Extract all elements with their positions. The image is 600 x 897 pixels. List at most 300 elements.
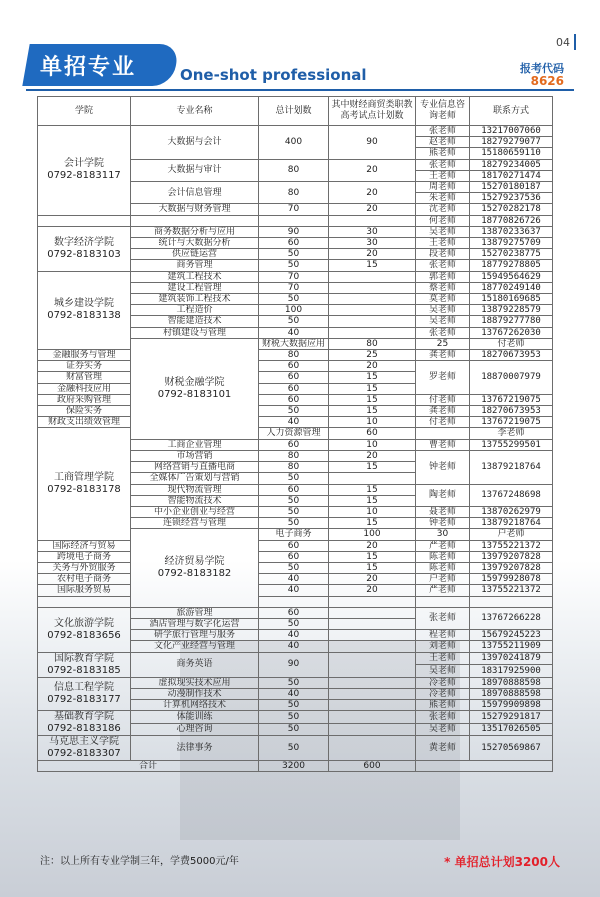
total-cell: 80 <box>329 338 416 349</box>
major-cell: 会计信息管理 <box>131 182 259 204</box>
total-cell: 60 <box>329 428 416 439</box>
page-subtitle: One-shot professional <box>180 66 367 84</box>
teacher-cell: 吴老师 <box>416 723 470 736</box>
college-name: 会计学院 <box>64 158 104 170</box>
pilot-cell: 20 <box>329 540 416 551</box>
total-cell: 90 <box>259 652 329 677</box>
teacher-cell: 朱老师 <box>416 193 470 204</box>
phone-cell: 13970241879 <box>470 652 553 665</box>
page-number-bar <box>574 34 576 50</box>
major-cell: 关务与外贸服务 <box>38 562 131 573</box>
total-cell: 90 <box>259 226 329 237</box>
pilot-cell <box>329 736 416 761</box>
college-name: 马克思主义学院 <box>49 736 119 748</box>
teacher-cell: 吴老师 <box>416 226 470 237</box>
phone-cell: 13767248698 <box>470 484 553 506</box>
college-cell <box>38 736 131 761</box>
major-cell: 工商企业管理 <box>131 439 259 450</box>
table-row <box>38 652 553 665</box>
phone-cell: 13879228579 <box>470 305 553 316</box>
total-cell: 70 <box>259 204 329 215</box>
pilot-cell <box>329 711 416 724</box>
col-college-header: 学院 <box>38 97 131 126</box>
major-cell: 供应链运营 <box>131 249 259 260</box>
phone-cell: 15270282178 <box>470 204 553 215</box>
phone-cell <box>470 596 553 607</box>
major-cell: 现代物流管理 <box>131 484 259 495</box>
total-cell: 50 <box>259 711 329 724</box>
phone-cell: 15180659110 <box>470 148 553 159</box>
teacher-cell: 赵老师 <box>416 137 470 148</box>
major-cell: 研学旅行管理与服务 <box>131 630 259 641</box>
table-row <box>38 417 553 428</box>
pilot-cell: 20 <box>329 159 416 181</box>
total-cell: 80 <box>259 350 329 361</box>
college-phone: 0792-8183185 <box>47 664 121 676</box>
pilot-cell <box>329 618 416 629</box>
major-cell: 金融科技应用 <box>38 383 131 394</box>
college-phone: 0792-8183182 <box>157 568 232 580</box>
teacher-cell: 陶老师 <box>416 484 470 506</box>
phone-cell: 13517026505 <box>470 723 553 736</box>
teacher-cell: 冷老师 <box>416 688 470 699</box>
total-cell: 50 <box>259 506 329 517</box>
col-pilot-header: 其中财经商贸类职教高考试点计划数 <box>329 97 416 126</box>
phone-cell: 18870007979 <box>470 361 553 395</box>
major-cell: 政府采购管理 <box>38 394 131 405</box>
teacher-cell: 段老师 <box>416 249 470 260</box>
college-name: 经济贸易学院 <box>164 556 225 568</box>
college-cell <box>131 529 259 607</box>
teacher-cell: 吴老师 <box>416 665 470 678</box>
major-cell: 计算机网络技术 <box>131 699 259 710</box>
teacher-cell: 付老师 <box>416 417 470 428</box>
phone-cell: 18970888598 <box>470 688 553 699</box>
total-cell: 50 <box>259 249 329 260</box>
pilot-cell <box>329 677 416 688</box>
major-cell: 虚拟现实技术应用 <box>131 677 259 688</box>
total-cell: 50 <box>259 260 329 271</box>
major-cell: 智能建造技术 <box>131 316 259 327</box>
pilot-cell: 30 <box>329 226 416 237</box>
teacher-cell: 张老师 <box>416 607 470 629</box>
phone-cell: 15279237536 <box>470 193 553 204</box>
table-row <box>38 711 553 724</box>
pilot-cell: 15 <box>329 406 416 417</box>
pilot-cell <box>329 305 416 316</box>
pilot-cell: 20 <box>329 361 416 372</box>
pilot-cell: 15 <box>329 462 416 473</box>
teacher-cell: 冷老师 <box>416 677 470 688</box>
teacher-cell: 张老师 <box>416 711 470 724</box>
total-cell: 80 <box>259 462 329 473</box>
total-cell: 60 <box>259 238 329 249</box>
major-cell: 人力资源管理 <box>259 428 329 439</box>
pilot-cell: 10 <box>329 506 416 517</box>
phone-cell: 15180169685 <box>470 294 553 305</box>
total-cell: 40 <box>259 688 329 699</box>
phone-cell: 13870233637 <box>470 226 553 237</box>
table-row <box>38 126 553 137</box>
total-cell: 50 <box>259 294 329 305</box>
teacher-cell: 严老师 <box>416 585 470 596</box>
registration-code-label: 报考代码 <box>520 62 564 75</box>
teacher-cell: 聂老师 <box>416 506 470 517</box>
college-cell <box>38 271 131 349</box>
phone-cell: 18770249140 <box>470 282 553 293</box>
total-cell: 40 <box>259 641 329 652</box>
phone-cell: 13767219075 <box>470 394 553 405</box>
pilot-cell <box>329 215 416 226</box>
college-cell <box>38 215 131 226</box>
phone-cell: 13755211909 <box>470 641 553 652</box>
college-name: 文化旅游学院 <box>54 617 114 629</box>
phone-cell: 13879275709 <box>470 238 553 249</box>
teacher-cell: 付老师 <box>416 394 470 405</box>
table-header-row <box>38 97 553 126</box>
total-cell: 50 <box>259 699 329 710</box>
major-cell: 中小企业创业与经营 <box>131 506 259 517</box>
phone-cell: 15949564629 <box>470 271 553 282</box>
teacher-cell: 陈老师 <box>416 551 470 562</box>
total-cell: 40 <box>259 630 329 641</box>
phone-cell: 18970888598 <box>470 677 553 688</box>
phone-cell: 13755221372 <box>470 585 553 596</box>
total-cell: 60 <box>259 551 329 562</box>
footnote: 注：以上所有专业学制三年，学费5000元/年 <box>40 856 239 867</box>
pilot-cell <box>329 282 416 293</box>
table-row <box>38 215 553 226</box>
total-cell: 100 <box>259 305 329 316</box>
major-cell: 国际服务贸易 <box>38 585 131 596</box>
table-row <box>38 271 553 282</box>
major-cell <box>131 215 259 226</box>
teacher-cell: 曹老师 <box>416 439 470 450</box>
pilot-cell: 30 <box>329 238 416 249</box>
total-cell: 80 <box>259 182 329 204</box>
phone-cell: 15270180187 <box>470 182 553 193</box>
college-phone: 0792-8183178 <box>47 484 121 495</box>
total-cell: 40 <box>259 327 329 338</box>
total-cell: 50 <box>259 316 329 327</box>
col-major-header: 专业名称 <box>131 97 259 126</box>
college-name: 财税金融学院 <box>164 376 225 388</box>
college-name: 国际教育学院 <box>54 652 114 664</box>
teacher-cell: 龚老师 <box>416 350 470 361</box>
pilot-cell <box>329 607 416 618</box>
major-cell: 商务数据分析与应用 <box>131 226 259 237</box>
pilot-cell <box>329 316 416 327</box>
total-plan-cell: 3200 <box>259 761 329 772</box>
phone-cell: 18279279077 <box>470 137 553 148</box>
teacher-cell: 熊老师 <box>416 148 470 159</box>
table-row <box>38 428 553 439</box>
teacher-cell: 李老师 <box>470 428 553 439</box>
total-cell: 40 <box>259 585 329 596</box>
phone-cell: 15679245223 <box>470 630 553 641</box>
phone-cell: 18279234005 <box>470 159 553 170</box>
college-name: 基础教育学院 <box>54 711 114 723</box>
major-cell: 保险实务 <box>38 406 131 417</box>
major-cell: 财税大数据应用 <box>259 338 329 349</box>
college-phone: 0792-8183117 <box>47 170 121 182</box>
col-total-header: 总计划数 <box>259 97 329 126</box>
total-cell: 70 <box>259 271 329 282</box>
phone-cell: 18879277780 <box>470 316 553 327</box>
pilot-cell: 15 <box>329 562 416 573</box>
total-cell: 80 <box>259 159 329 181</box>
pilot-cell: 20 <box>329 182 416 204</box>
pilot-cell: 15 <box>329 495 416 506</box>
teacher-cell: 何老师 <box>416 215 470 226</box>
major-cell <box>38 596 131 607</box>
pilot-cell: 10 <box>329 439 416 450</box>
total-cell: 60 <box>259 372 329 383</box>
teacher-cell: 吴老师 <box>416 316 470 327</box>
phone-cell: 18317925900 <box>470 665 553 678</box>
table-row <box>38 677 553 688</box>
college-phone: 0792-8183101 <box>157 388 232 400</box>
phone-cell: 13217007060 <box>470 126 553 137</box>
major-cell: 商务英语 <box>131 652 259 677</box>
college-cell <box>38 428 131 540</box>
pilot-cell: 20 <box>329 450 416 461</box>
pilot-cell: 15 <box>329 383 416 394</box>
major-cell: 跨境电子商务 <box>38 551 131 562</box>
college-phone: 0792-8183177 <box>47 693 121 705</box>
phone-cell: 15279291817 <box>470 711 553 724</box>
pilot-cell: 30 <box>416 529 470 540</box>
college-phone: 0792-8183307 <box>47 748 121 760</box>
teacher-cell: 张老师 <box>416 159 470 170</box>
total-cell: 60 <box>259 484 329 495</box>
phone-cell: 13979207828 <box>470 562 553 573</box>
pilot-cell <box>329 630 416 641</box>
total-cell: 40 <box>259 417 329 428</box>
pilot-cell <box>329 596 416 607</box>
teacher-cell: 龚老师 <box>416 406 470 417</box>
registration-code-value: 8626 <box>530 74 564 88</box>
major-cell: 财富管理 <box>38 372 131 383</box>
pilot-cell: 15 <box>329 551 416 562</box>
phone-cell: 13870262979 <box>470 506 553 517</box>
pilot-cell <box>329 699 416 710</box>
total-cell: 60 <box>259 394 329 405</box>
teacher-cell: 莫老师 <box>416 294 470 305</box>
header-rule <box>26 89 574 91</box>
college-phone: 0792-8183103 <box>47 248 121 260</box>
college-phone: 0792-8183656 <box>47 629 121 641</box>
teacher-cell: 王老师 <box>416 170 470 181</box>
major-cell: 酒店管理与数字化运营 <box>131 618 259 629</box>
phone-cell: 13767266228 <box>470 607 553 629</box>
pilot-cell: 20 <box>329 574 416 585</box>
table-row <box>38 596 553 607</box>
total-cell: 70 <box>259 282 329 293</box>
col-teacher-header: 专业信息咨询老师 <box>416 97 470 126</box>
total-empty-cell <box>416 761 553 772</box>
pilot-cell: 15 <box>329 260 416 271</box>
phone-cell: 13767262030 <box>470 327 553 338</box>
major-cell: 村镇建设与管理 <box>131 327 259 338</box>
phone-cell: 13879218764 <box>470 450 553 484</box>
teacher-cell <box>416 596 470 607</box>
teacher-cell: 陈老师 <box>416 562 470 573</box>
teacher-cell: 户老师 <box>416 574 470 585</box>
major-cell: 大数据与财务管理 <box>131 204 259 215</box>
pilot-cell: 20 <box>329 585 416 596</box>
major-cell: 智能物流技术 <box>131 495 259 506</box>
college-name: 工商管理学院 <box>54 472 114 483</box>
major-cell: 法律事务 <box>131 736 259 761</box>
phone-cell: 15979928078 <box>470 574 553 585</box>
major-cell: 市场营销 <box>131 450 259 461</box>
college-cell <box>38 607 131 652</box>
total-cell: 400 <box>259 126 329 160</box>
teacher-cell: 户老师 <box>470 529 553 540</box>
col-phone-header: 联系方式 <box>470 97 553 126</box>
pilot-cell: 20 <box>329 204 416 215</box>
teacher-cell: 郭老师 <box>416 271 470 282</box>
phone-cell: 18270673953 <box>470 406 553 417</box>
pilot-cell <box>329 688 416 699</box>
major-cell: 建筑工程技术 <box>131 271 259 282</box>
total-pilot-cell: 600 <box>329 761 416 772</box>
college-cell <box>38 126 131 216</box>
pilot-cell: 20 <box>329 249 416 260</box>
page-number: 04 <box>556 36 570 49</box>
major-cell: 商务管理 <box>131 260 259 271</box>
total-cell: 60 <box>259 540 329 551</box>
major-cell: 金融服务与管理 <box>38 350 131 361</box>
teacher-cell: 刘老师 <box>416 641 470 652</box>
page-title: 单招专业 <box>40 55 137 80</box>
pilot-cell <box>329 327 416 338</box>
major-cell: 工程造价 <box>131 305 259 316</box>
pilot-cell: 10 <box>329 417 416 428</box>
table-row <box>38 394 553 405</box>
teacher-cell: 张老师 <box>416 327 470 338</box>
total-cell: 100 <box>329 529 416 540</box>
pilot-cell: 15 <box>329 518 416 529</box>
major-cell: 建筑装饰工程技术 <box>131 294 259 305</box>
phone-cell: 13767219075 <box>470 417 553 428</box>
college-phone: 0792-8183186 <box>47 723 121 735</box>
major-cell: 大数据与会计 <box>131 126 259 160</box>
teacher-cell: 沈老师 <box>416 204 470 215</box>
major-cell: 证券实务 <box>38 361 131 372</box>
teacher-cell: 程老师 <box>416 630 470 641</box>
total-cell: 50 <box>259 406 329 417</box>
teacher-cell: 熊老师 <box>416 699 470 710</box>
pilot-cell <box>329 271 416 282</box>
phone-cell: 13879218764 <box>470 518 553 529</box>
teacher-cell: 钟老师 <box>416 518 470 529</box>
total-row <box>38 761 553 772</box>
total-cell: 50 <box>259 518 329 529</box>
major-cell: 体能训练 <box>131 711 259 724</box>
major-cell: 国际经济与贸易 <box>38 540 131 551</box>
teacher-cell: 罗老师 <box>416 361 470 395</box>
table-row <box>38 551 553 562</box>
phone-cell: 13755221372 <box>470 540 553 551</box>
total-cell: 50 <box>259 723 329 736</box>
total-cell <box>259 215 329 226</box>
total-plan-note: * 单招总计划3200人 <box>444 855 560 869</box>
phone-cell: 15979909898 <box>470 699 553 710</box>
total-cell: 50 <box>259 677 329 688</box>
teacher-cell: 王老师 <box>416 238 470 249</box>
pilot-cell: 25 <box>416 338 470 349</box>
pilot-cell <box>329 723 416 736</box>
total-cell: 50 <box>259 495 329 506</box>
table-row <box>38 607 553 618</box>
pilot-cell: 15 <box>329 372 416 383</box>
teacher-cell: 王老师 <box>416 652 470 665</box>
major-cell: 动漫制作技术 <box>131 688 259 699</box>
pilot-cell <box>416 428 470 439</box>
major-cell: 连锁经营与管理 <box>131 518 259 529</box>
phone-cell: 18770826726 <box>470 215 553 226</box>
majors-table <box>37 96 553 772</box>
college-cell <box>38 652 131 677</box>
college-cell <box>131 338 259 439</box>
table-row <box>38 350 553 361</box>
teacher-cell: 严老师 <box>416 540 470 551</box>
college-cell <box>38 711 131 736</box>
total-cell: 60 <box>259 383 329 394</box>
pilot-cell: 15 <box>329 484 416 495</box>
total-label-cell: 合计 <box>38 761 259 772</box>
table-row <box>38 562 553 573</box>
phone-cell: 18270673953 <box>470 350 553 361</box>
major-cell: 网络营销与直播电商 <box>131 462 259 473</box>
total-cell: 50 <box>259 562 329 573</box>
major-cell: 电子商务 <box>259 529 329 540</box>
teacher-cell: 黄老师 <box>416 736 470 761</box>
pilot-cell <box>329 641 416 652</box>
pilot-cell <box>329 652 416 677</box>
pilot-cell: 90 <box>329 126 416 160</box>
table-body <box>38 126 553 772</box>
teacher-cell: 张老师 <box>416 260 470 271</box>
teacher-cell: 付老师 <box>470 338 553 349</box>
table-row <box>38 574 553 585</box>
phone-cell: 18170271474 <box>470 170 553 181</box>
major-cell: 农村电子商务 <box>38 574 131 585</box>
major-cell: 旅游管理 <box>131 607 259 618</box>
total-cell: 40 <box>259 574 329 585</box>
teacher-cell: 钟老师 <box>416 450 470 484</box>
total-cell: 60 <box>259 439 329 450</box>
pilot-cell <box>329 473 416 484</box>
table-row <box>38 406 553 417</box>
college-cell <box>38 677 131 711</box>
phone-cell: 13979207828 <box>470 551 553 562</box>
table-row <box>38 585 553 596</box>
major-cell: 心理咨询 <box>131 723 259 736</box>
table-row <box>38 226 553 237</box>
college-cell <box>38 226 131 271</box>
total-cell: 80 <box>259 450 329 461</box>
college-name: 城乡建设学院 <box>54 298 114 310</box>
phone-cell: 15270238775 <box>470 249 553 260</box>
total-cell: 60 <box>259 607 329 618</box>
pilot-cell: 15 <box>329 394 416 405</box>
total-cell <box>259 596 329 607</box>
major-cell: 大数据与审计 <box>131 159 259 181</box>
phone-cell: 13755299501 <box>470 439 553 450</box>
